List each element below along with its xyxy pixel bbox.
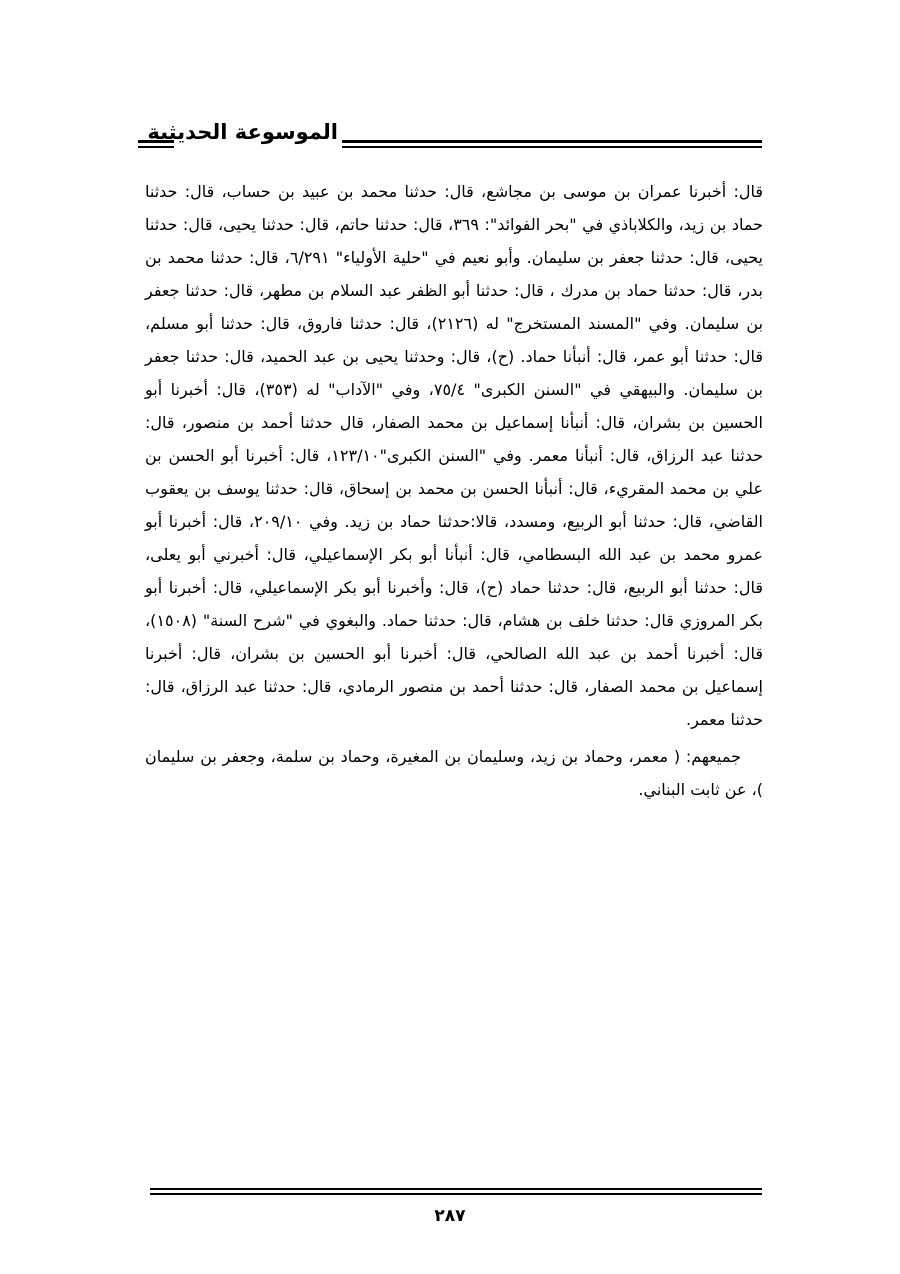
page-header <box>138 118 762 158</box>
paragraph-2: جميعهم: ( معمر، وحماد بن زيد، وسليمان بن المغيرة، وحماد بن سلمة، وجعفر بن سليمان )، عن ثابت البناني. <box>145 747 763 799</box>
footer-rule <box>150 1188 762 1195</box>
paragraph-1: قال: أخبرنا عمران بن موسى بن مجاشع، قال: حدثنا محمد بن عبيد بن حساب، قال: حدثنا حماد بن زيد، والكلاباذي في "بحر الفوائد": ٣٦٩، قال: حدثنا حاتم، قال: حدثنا يحيى، قال: حدثنا يحيى، قال: حدثنا جعفر بن سليمان. وأبو نعيم في "حلية الأولياء" ٦/٢٩١، قال: حدثنا محمد بن بدر، قال: حدثنا حماد بن مدرك ، قال: حدثنا أبو الظفر عبد السلام بن مطهر، قال: حدثنا جعفر بن سليمان. وفي "المسند المستخرج" له (٢١٢٦)، قال: حدثنا فاروق، قال: حدثنا أبو مسلم، قال: حدثنا أبو عمر، قال: أنبأنا حماد. (ح)، قال: وحدثنا يحيى بن عبد الحميد، قال: حدثنا جعفر بن سليمان. والبيهقي في "السنن الكبرى" ٧٥/٤، وفي "الآداب" له (٣٥٣)، قال: أخبرنا أبو الحسين بن بشران، قال: أنبأنا إسماعيل بن محمد الصفار، قال حدثنا أحمد بن منصور، قال: حدثنا عبد الرزاق، قال: أنبأنا معمر. وفي "السنن الكبرى"١٢٣/١٠، قال: أخبرنا أبو الحسن بن علي بن محمد المقريء، قال: أنبأنا الحسن بن محمد بن إسحاق، قال: حدثنا يوسف بن يعقوب القاضي، قال: حدثنا أبو الربيع، ومسدد، قالا:حدثنا حماد بن زيد. وفي ٢٠٩/١٠، قال: أخبرنا أبو عمرو محمد بن عبد الله البسطامي، قال: أنبأنا أبو بكر الإسماعيلي، قال: أخبرني أبو يعلى، قال: حدثنا أبو الربيع، قال: حدثنا حماد (ح)، قال: وأخبرنا أبو بكر الإسماعيلي، قال: أخبرنا أبو بكر المروزي قال: حدثنا خلف بن هشام، قال: حدثنا حماد. والبغوي في "شرح السنة" (١٥٠٨)، قال: أخبرنا أحمد بن عبد الله الصالحي، قال: أخبرنا أبو الحسين بن بشران، قال: أخبرنا إسماعيل بن محمد الصفار، قال: حدثنا أحمد بن منصور الرمادي، قال: حدثنا عبد الرزاق، قال: حدثنا معمر. <box>145 182 764 729</box>
header-rule-right <box>342 140 762 148</box>
main-text <box>145 175 763 806</box>
page-number: ٢٨٧ <box>434 1206 466 1226</box>
header-title: الموسوعة الحديثية <box>147 120 338 144</box>
